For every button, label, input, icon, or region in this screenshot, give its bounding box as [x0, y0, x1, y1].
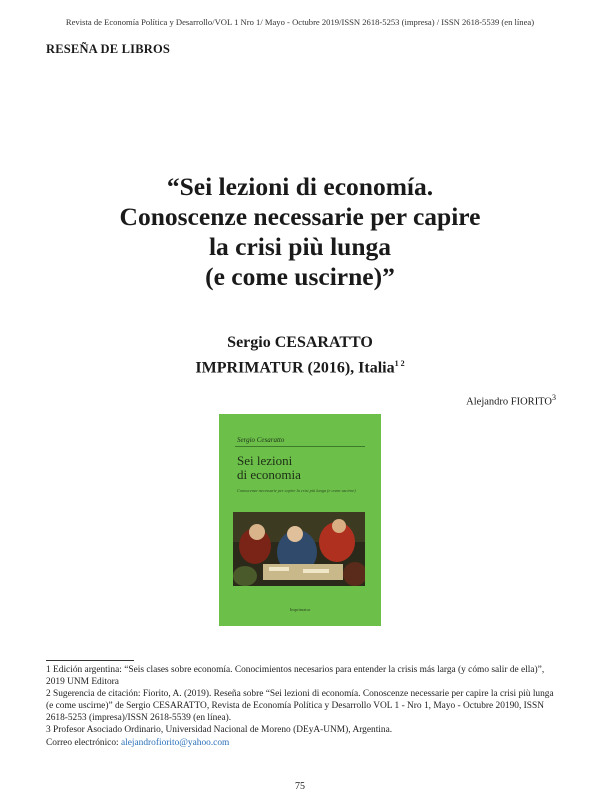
cover-title-line: Sei lezioni	[237, 453, 293, 468]
cover-author: Sergio Cesaratto	[237, 436, 285, 444]
cover-painting	[233, 512, 365, 586]
cover-title	[237, 454, 301, 482]
footnote-1: 1 Edición argentina: “Seis clases sobre economía. Conocimientos necesarios para entender la crisis más larga (y cómo salir de ella)”, 2019 UNM Editora	[46, 665, 545, 688]
email-label: Correo electrónico:	[46, 737, 121, 748]
reviewer-text: Alejandro FIORITO	[466, 396, 552, 408]
footnotes	[46, 664, 558, 749]
cover-imprint: Imprimatur	[289, 607, 311, 612]
running-header: Revista de Economía Política y Desarrollo/VOL 1 Nro 1/ Mayo - Octubre 2019/ISSN 2618-5253 (impresa) / ISSN 2618-5539 (en línea)	[65, 17, 535, 27]
footnote-marks[interactable]: 1 2	[394, 359, 405, 368]
reviewer-name	[466, 393, 556, 408]
footnote-divider	[46, 660, 134, 661]
publisher-text: IMPRIMATUR (2016), Italia	[195, 359, 395, 377]
cover-divider	[235, 446, 365, 447]
section-label: RESEÑA DE LIBROS	[46, 42, 171, 56]
page-number: 75	[295, 781, 305, 792]
footnote-mark[interactable]: 3	[552, 393, 556, 402]
title-line: Conoscenze necessarie per capire	[119, 202, 481, 231]
article-title	[40, 172, 560, 292]
cover-subtitle: Conoscenze necessarie per capire la crisi più lunga (e come uscirne)	[237, 488, 356, 493]
book-publisher	[0, 359, 600, 377]
email-link[interactable]: alejandrofiorito@yahoo.com	[120, 737, 230, 748]
book-cover-image	[219, 414, 381, 626]
cover-title-line: di economia	[237, 467, 301, 482]
footnote-3: 3 Profesor Asociado Ordinario, Universidad Nacional de Moreno (DEyA-UNM), Argentina.	[46, 725, 393, 736]
footnote-email-line	[46, 737, 558, 749]
title-line: la crisi più lunga	[208, 232, 392, 261]
book-author: Sergio CESARATTO	[227, 334, 373, 351]
footnote-2: 2 Sugerencia de citación: Fiorito, A. (2019). Reseña sobre “Sei lezioni di economía. Conoscenze necessarie per capire la crisi più lunga (e come uscirne)” de Sergio CESARATTO, Revista de Economía Política y Desarrollo VOL 1 - Nro 1, Mayo - Octubre 20190, ISSN 2618-5253 (impresa)/ISSN 2618-5539 (en línea).	[46, 689, 554, 724]
title-line: “Sei lezioni di economía.	[166, 172, 434, 201]
title-line: (e come uscirne)”	[205, 262, 395, 291]
